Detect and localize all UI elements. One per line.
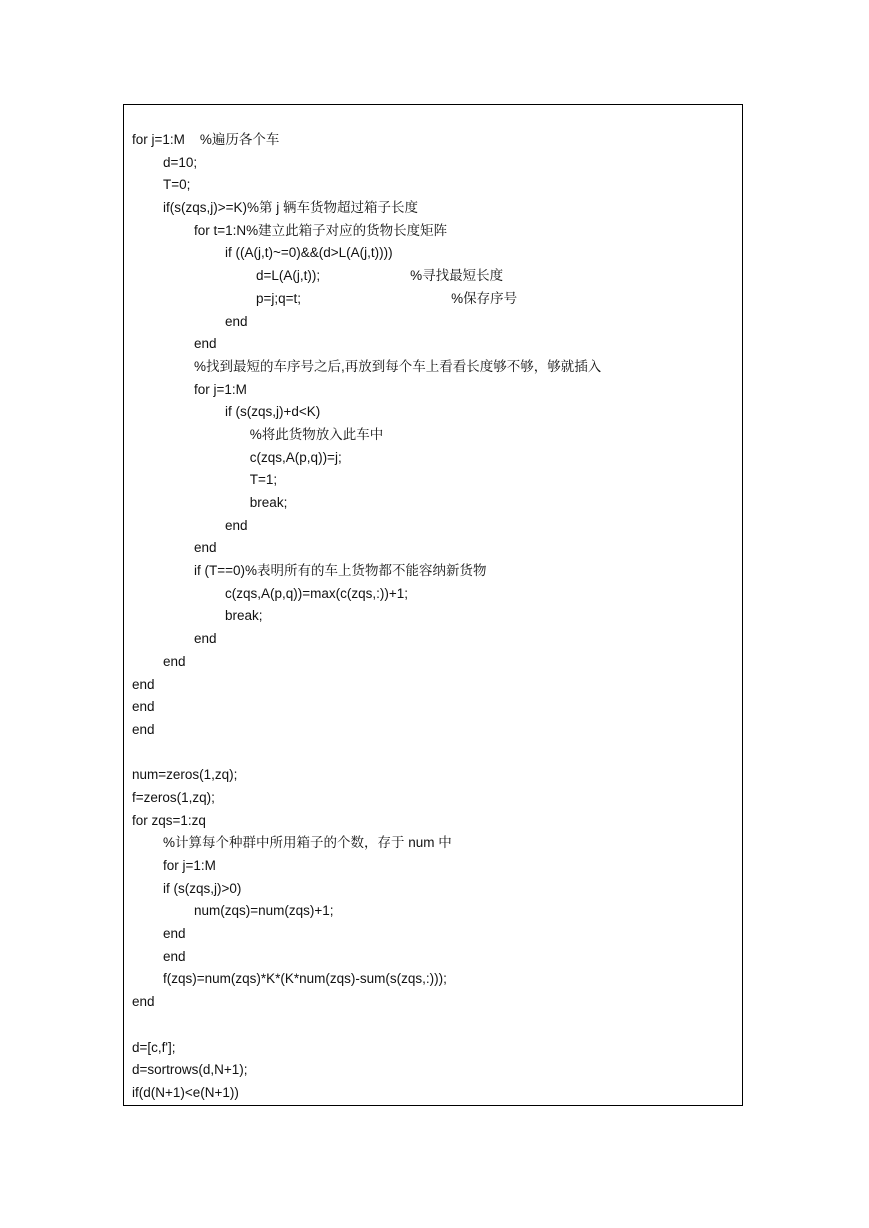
code-line: p=j;q=t; %保存序号: [256, 290, 518, 306]
code-line: end: [132, 676, 155, 692]
code-listing: [132, 129, 742, 1105]
code-line: if(s(zqs,j)>=K)%第 j 辆车货物超过箱子长度: [163, 200, 419, 216]
code-line: break;: [249, 495, 288, 510]
code-line: %将此货物放入此车中: [249, 426, 384, 442]
code-line: end: [225, 313, 248, 329]
code-line: d=L(A(j,t)); %寻找最短长度: [256, 268, 504, 284]
code-line: for zqs=1:zq: [132, 812, 206, 828]
code-line: c(zqs,A(p,q))=max(c(zqs,:))+1;: [225, 585, 409, 601]
code-line: d=sortrows(d,N+1);: [132, 1062, 248, 1078]
code-box: [123, 104, 743, 1106]
code-line: if(d(N+1)<e(N+1)): [132, 1084, 239, 1100]
code-line: if (s(zqs,j)+d<K): [225, 404, 321, 420]
code-line: end: [132, 721, 155, 737]
code-line: %计算每个种群中所用箱子的个数，存于 num 中: [163, 835, 452, 851]
code-line: for t=1:N%建立此箱子对应的货物长度矩阵: [194, 222, 448, 238]
code-line: end: [194, 540, 217, 556]
code-line: for j=1:M: [163, 858, 216, 873]
code-line: break;: [225, 608, 263, 624]
code-line: d=10;: [163, 154, 198, 170]
code-line: end: [132, 994, 155, 1010]
code-line: T=1;: [249, 472, 278, 488]
code-line: f=zeros(1,zq);: [132, 789, 215, 805]
code-line: for j=1:M %遍历各个车: [132, 132, 280, 147]
code-line: end: [163, 948, 186, 964]
code-line: c(zqs,A(p,q))=j;: [249, 449, 342, 465]
code-line: end: [194, 336, 217, 352]
code-line: T=0;: [163, 177, 191, 193]
code-line: if ((A(j,t)~=0)&&(d>L(A(j,t)))): [225, 245, 393, 261]
code-line: [132, 742, 742, 765]
code-line: end: [194, 631, 217, 647]
code-line: f(zqs)=num(zqs)*K*(K*num(zqs)-sum(s(zqs,:)));: [163, 971, 447, 987]
code-line: num(zqs)=num(zqs)+1;: [194, 903, 334, 919]
code-line: if (s(zqs,j)>0): [163, 880, 242, 896]
code-line: end: [225, 517, 248, 533]
code-line: end: [163, 926, 186, 942]
code-line: [132, 1014, 742, 1037]
code-line: end: [132, 699, 155, 715]
code-line: if (T==0)%表明所有的车上货物都不能容纳新货物: [194, 563, 487, 579]
code-line: for j=1:M: [194, 381, 247, 397]
code-line: %找到最短的车序号之后,再放到每个车上看看长度够不够，够就插入: [194, 358, 602, 374]
code-line: d=[c,f'];: [132, 1039, 176, 1055]
code-line: end: [163, 653, 186, 669]
code-line: num=zeros(1,zq);: [132, 767, 238, 783]
